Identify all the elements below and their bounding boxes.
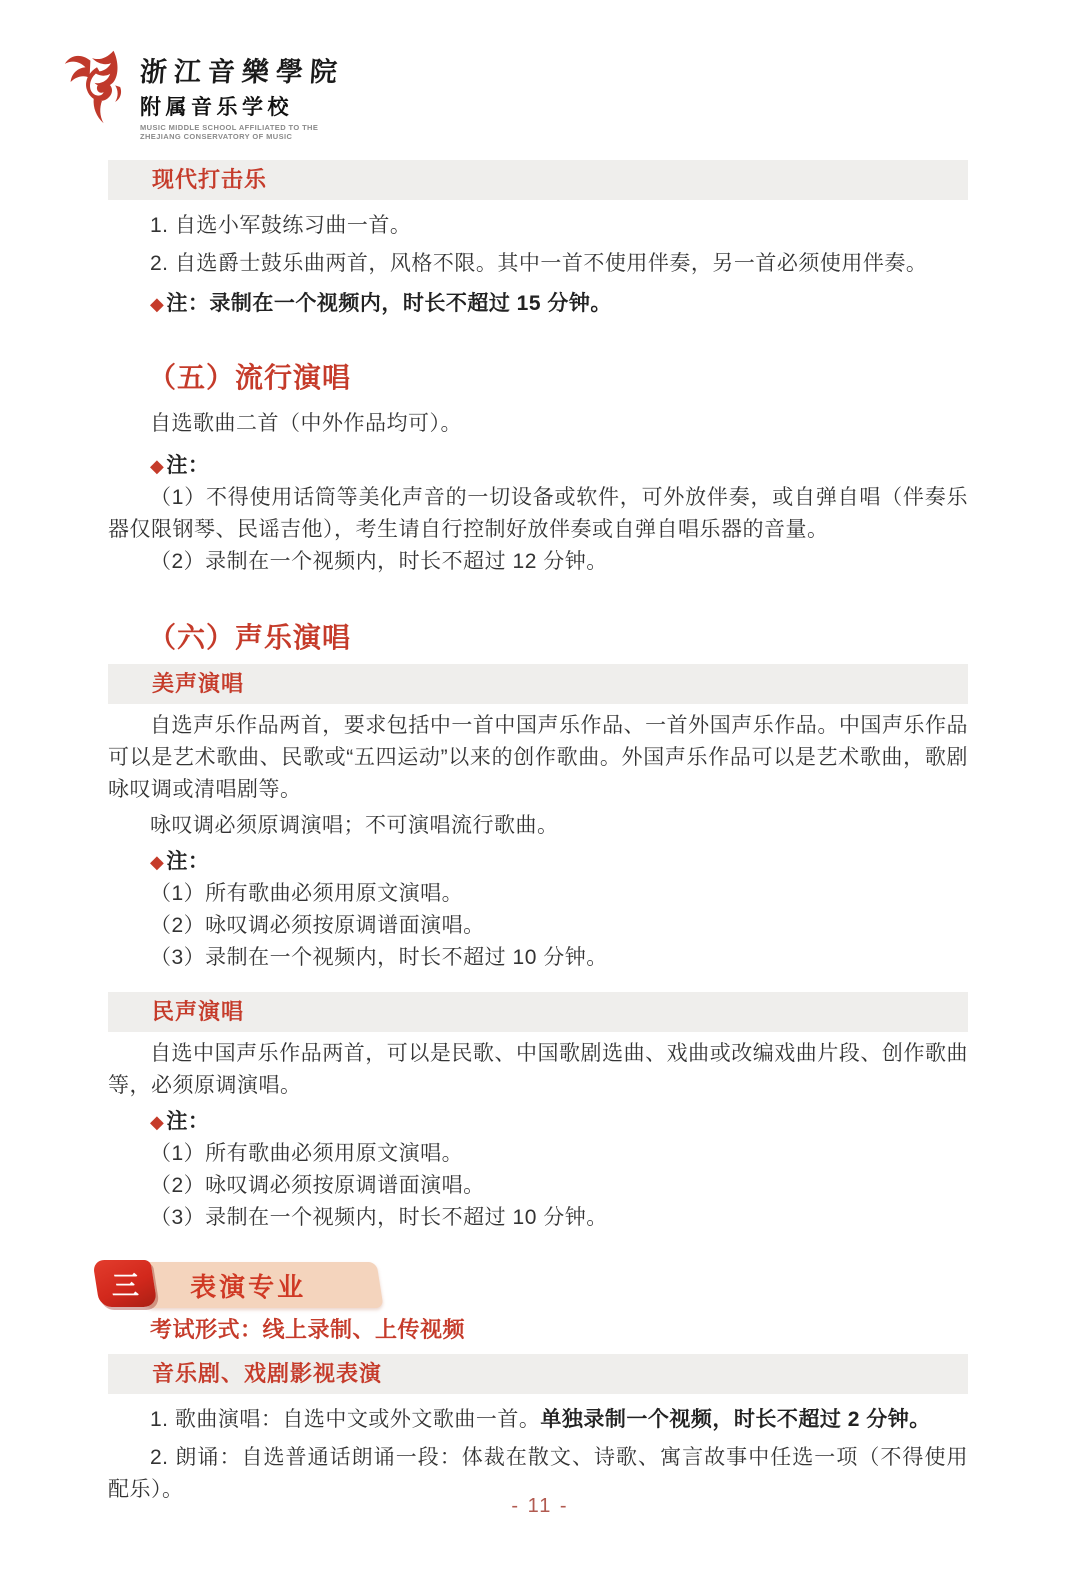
note-diamond-icon: ◆ [150, 456, 165, 476]
logo-name-traditional: 浙江音樂學院 [138, 57, 345, 88]
note-label: 注： [166, 850, 210, 873]
note-item: （3）录制在一个视频内，时长不超过 10 分钟。 [150, 1206, 608, 1229]
list-item: 2. 朗诵：自选普通话朗诵一段：体裁在散文、诗歌、寓言故事中任选一项（不得使用配乐）。 [108, 1446, 968, 1501]
paragraph: 自选中国声乐作品两首，可以是民歌、中国歌剧选曲、戏曲或改编戏曲片段、创作歌曲等，必须原调演唱。 [108, 1042, 968, 1097]
note-label-line [108, 846, 968, 878]
note-label: 注： [166, 454, 210, 477]
logo-en-line1: MUSIC MIDDLE SCHOOL AFFILIATED TO THE [140, 123, 319, 132]
page-number: - 11 - [511, 1495, 569, 1517]
subsection-heading-musical-drama: 音乐剧、戏剧影视表演 [108, 1354, 968, 1394]
section-banner-performance [108, 1260, 968, 1308]
note-item: （3）录制在一个视频内，时长不超过 10 分钟。 [150, 946, 608, 969]
note-diamond-icon: ◆ [150, 294, 165, 314]
note-item: （1）所有歌曲必须用原文演唱。 [150, 1142, 464, 1165]
section-heading-vocal: （六）声乐演唱 [148, 622, 352, 653]
logo-en-line2: ZHEJIANG CONSERVATORY OF MUSIC [140, 132, 293, 142]
note-label-line [108, 450, 968, 482]
note-item: （1）所有歌曲必须用原文演唱。 [150, 882, 464, 905]
subsection-heading-bel-canto: 美声演唱 [108, 664, 968, 704]
paragraph: 自选声乐作品两首，要求包括中一首中国声乐作品、一首外国声乐作品。中国声乐作品可以是艺术歌曲、民歌或“五四运动”以来的创作歌曲。外国声乐作品可以是艺术歌曲，歌剧咏叹调或清唱剧等。 [108, 714, 968, 801]
exam-format-line: 考试形式：线上录制、上传视频 [150, 1317, 466, 1342]
note-label-line [108, 1106, 968, 1138]
subsection-heading-folk-vocal: 民声演唱 [108, 992, 968, 1032]
list-item: 1. 自选小军鼓练习曲一首。 [150, 214, 412, 237]
subsection-heading-modern-percussion: 现代打击乐 [108, 160, 968, 200]
note-text: 注：录制在一个视频内，时长不超过 15 分钟。 [166, 292, 612, 315]
note-item: （2）咏叹调必须按原调谱面演唱。 [150, 914, 485, 937]
item-bold-text: 单独录制一个视频，时长不超过 2 分钟。 [540, 1408, 931, 1431]
banner-ribbon [138, 1262, 383, 1308]
banner-title: 表演专业 [190, 1271, 307, 1302]
note-line [108, 288, 968, 320]
list-item: 2. 自选爵士鼓乐曲两首，风格不限。其中一首不使用伴奏，另一首必须使用伴奏。 [150, 252, 928, 275]
document-body [108, 0, 968, 1506]
item-regular-text: 1. 歌曲演唱：自选中文或外文歌曲一首。 [150, 1408, 541, 1431]
note-label: 注： [166, 1110, 210, 1133]
banner-number: 三 [111, 1271, 139, 1301]
paragraph: 咏叹调必须原调演唱；不可演唱流行歌曲。 [150, 814, 559, 837]
banner-number-badge [92, 1260, 157, 1307]
note-diamond-icon: ◆ [150, 1112, 165, 1132]
note-item: （1）不得使用话筒等美化声音的一切设备或软件，可外放伴奏，或自弹自唱（伴奏乐器仅限钢琴、民谣吉他），考生请自行控制好放伴奏或自弹自唱乐器的音量。 [108, 486, 968, 541]
note-item: （2）咏叹调必须按原调谱面演唱。 [150, 1174, 485, 1197]
list-item [108, 1404, 968, 1436]
section-heading-pop-vocal: （五）流行演唱 [148, 362, 352, 393]
logo-name-simplified: 附属音乐学校 [140, 96, 293, 119]
note-item: （2）录制在一个视频内，时长不超过 12 分钟。 [150, 550, 608, 573]
note-diamond-icon: ◆ [150, 852, 165, 872]
paragraph: 自选歌曲二首（中外作品均可）。 [150, 412, 462, 435]
